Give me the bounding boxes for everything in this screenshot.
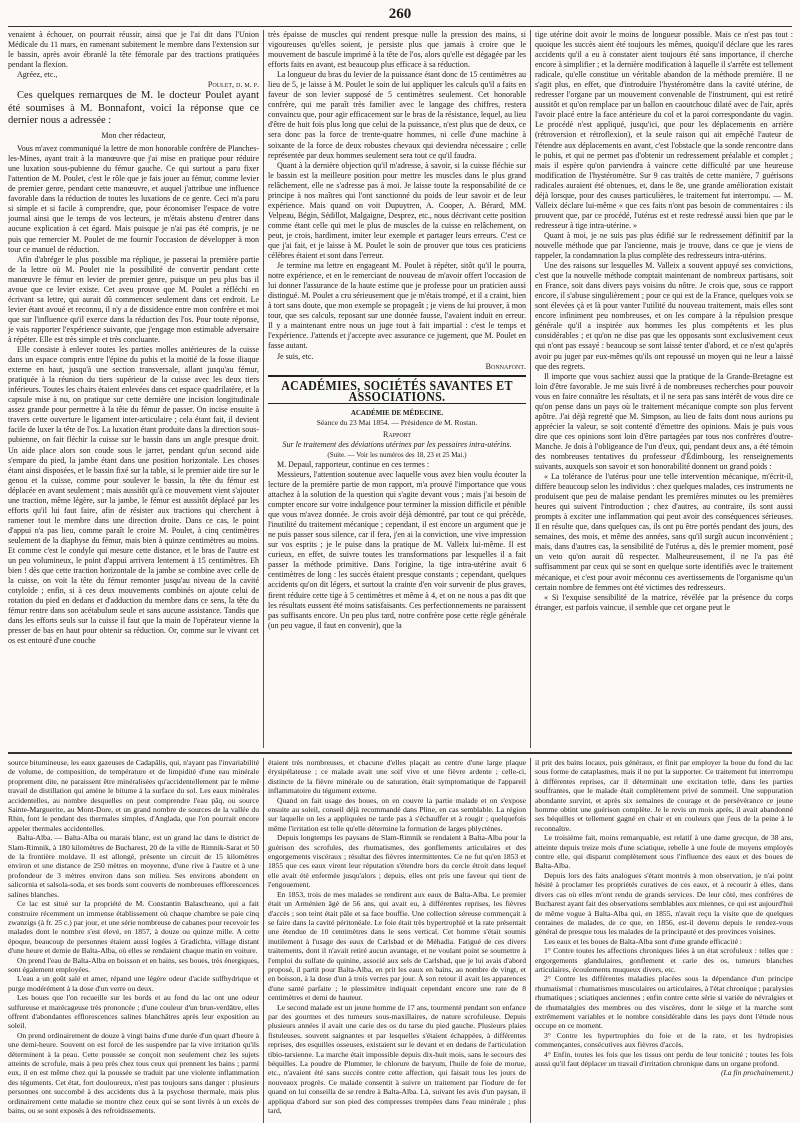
seance-line: Séance du 23 Mai 1854. — Présidence de M. Rostan. <box>316 417 478 427</box>
signature: Bonnafont. <box>485 361 526 371</box>
paragraph: Le troisième fait, moins remarquable, est relatif à une dame grecque, de 38 ans, atteinte depuis treize mois d'une sciatique, rebelle à une foule de moyens employés contre elle, qui disparut complètement sous l'influence des eaux et des boues de Balta-Alba. <box>535 833 793 871</box>
quote-paragraph: « Si l'exquise sensibilité de la matrice, révélée par la présence du corps étranger, est parfois vaincue, il semble que cet organe peut le <box>535 592 793 612</box>
column-divider <box>263 758 264 1123</box>
paragraph: En 1853, trois de mes malades se rendirent aux eaux de Balta-Alba. Le premier était un Arménien âgé de 56 ans, qui avait eu, à différentes reprises, les fièvres d'accès ; son teint était pâle et sa face bouffie. Une collection séreuse commençait à se faire dans la cavité péritonéale. Le foie était très hypertrophié et la rate présentait une étendue de 10 centimètres dans le sens vertical. Cet homme s'était soumis inutilement à l'usage des eaux de Carlsbad et de Méhadia. Fatigué de ces divers traitements, dont il n'avait retiré aucun avantage, et ne voulant point se soumettre à l'emploi du sulfate de quinine, associé aux sels de Carlsbad, que je lui avais d'abord proposé, il partit pour Balta-Alba, en prit les eaux en bains, au nombre de vingt, et en boisson, à la dose d'un à trois verres par jour. À son retour il avait les apparences d'une santé parfaite ; le plessimètre indiquait cependant encore une rate de 8 centimètres et demi de hauteur. <box>268 889 526 1003</box>
paragraph: Afin d'abréger le plus possible ma réplique, je passerai la première partie de la lettre où M. Poulet nie la possibilité de convertir pendant cette manœuvre le fémur en levier de premier genre, puisque un peu plus bas il avoue que ce levier existe. Cet aveu prouve que M. Poulet a réfléchi en écrivant sa lettre, qui aurait dû commencer seulement dans cet endroit. Le levier étant avoué et reconnu, il n'y a de dissidence entre mon confrère et moi que sur l'influence qu'il exerce dans la réduction des l'os. Pour toute réponse, je vais rapporter l'expérience suivante, que j'engage mon estimable adversaire à répéter. Elle est très simple et très concluante. <box>8 254 259 344</box>
paragraph: Quant à moi, je ne suis pas plus édifié sur le redressement définitif par la nouvelle méthode que par l'ancienne, mais je trouve, dans ce que je viens de rappeler, la condamnation la plus complète des redresseurs intra-utérins. <box>535 230 793 261</box>
paragraph: Vous m'avez communiqué la lettre de mon honorable confrère de Planches-les-Mines, ayant trait à la manœuvre que j'ai mise en pratique pour réduire une luxation sous-pubienne du fémur gauche. Ce qui surtout a paru fixer l'attention de M. Poulet, c'est le rôle que je fais jouer au fémur, comme levier de premier genre, pendant cette manœuvre, et auquel j'attribue une influence favorable dans la réduction de toutes les luxations de ce genre. Ceci m'a paru si simple et si facile à comprendre, que, pour économiser l'espace de votre journal ainsi que le temps de vos lecteurs, je m'étais abstenu d'entrer dans aucune explication à cet égard. Mais puisque je n'ai pas été compris, je ne puis que remercier M. Poulet de me fournir l'occasion de développer à mon tour ce manuel de réduction. <box>8 144 259 254</box>
paragraph: Une des raisons sur lesquelles M. Valleix a souvent appuyé ses convictions, c'est que la nouvelle méthode comptait maintenant de nombreux partisans, soit en France, soit dans divers pays voisins du nôtre. Je crois que, sous ce rapport encore, il s'abuse singulièrement ; pour ce qui est de la France, quelques voix se sont élevées çà et là pour vanter l'utilité du nouveau traitement, mais elles sont encore infiniment peu nombreuses, et on les compare à la répulsion presque générale qu'il a inspirée aux hommes les plus compétents et les plus considérables ; et qu'on ne dise pas que les opposants sont exclusivement ceux qui n'ont pas essayé : beaucoup se sont laissé tenter d'abord, et ce n'est qu'après avoir pu juger par eux-mêmes qu'ils ont repoussé un moyen qui ne leur a laissé que des regrets. <box>535 261 793 371</box>
quote-paragraph: « La tolérance de l'utérus pour une telle intervention mécanique, m'écrit-il, diffère beaucoup selon les individus : chez quelques malades, ces instruments ne produisent que peu de malaise pendant les premières minutes ou les premières heures qui suivent l'introduction ; chez d'autres, au contraire, ils sont aussi prompts à exciter une inflammation qui peut avoir des conséquences sérieuses. Il en résulte que, dans quelques cas, ils ont pu être portés pendant des jours, des semaines, des mois, et même des années, sans qu'il surgît aucun inconvénient ; mais, dans d'autres cas, la sensibilité de l'utérus a, dès le premier moment, posé un veto qu'on aurait dû respecter. Malheureusement, il ne l'a pas été suffisamment par ceux qui se sont en quelque sorte identifiés avec le traitement mécanique, et c'est pour avoir méconnu ces avertissements de l'organisme qu'un certain nombre de femmes ont été victimes des redresseurs. <box>535 472 793 592</box>
paragraph: venaient à échouer, on pourrait réussir, ainsi que je l'ai dit dans l'Union Médicale du 11 mars, en ramenant subitement le membre dans l'extension sur le bassin, après avoir ébranlé la tête fémorale par des tractions pratiquées pendant la flexion. <box>8 30 259 70</box>
paragraph: Les eaux et les boues de Balta-Alba sont d'une grande efficacité : <box>544 936 742 946</box>
list-item: 2° Contre les différentes maladies placées sous la dépendance d'un principe rhumatismal : rhumatismes musculaires ou articulaires, à l'état chronique ; paralysies rhumatiques ; sciatiques anciennes ; enfin contre cette série si variée de névralgies et de rhumatalgies des membres ou des viscères, dont le siège et la marche sont extrêmement variables et le nombre considérable dans les pays dont l'étude nous occupe en ce moment. <box>535 974 793 1031</box>
paragraph: La longueur du bras du levier de la puissance étant donc de 15 centimètres au lieu de 5, je laisse à M. Poulet le soin de lui appliquer les calculs qu'il a faits en faveur de son levier supposé de 5 centimètres seulement. Cet honorable confrère, qui me paraît très familier avec le langage des chiffres, restera convaincu que, pour agir efficacement sur le bras de la résistance, lequel, au lieu d'être de huit fois plus long que celui de la puissance, n'est plus que de deux, ce sera donc pas la force de trente-quatre hommes, ni celle d'une machine à soixante de la force de deux robustes chevaux qui deviendra nécessaire ; celle représentée par deux hommes seulement sera tout ce qu'il faudra. <box>268 70 526 160</box>
intro-paragraph: Ces quelques remarques de M. le docteur Poulet ayant été soumises à M. Bonnafont, voici la réponse que ce dernier nous a adressée : <box>8 90 259 127</box>
paragraph: tige utérine doit avoir le moins de longueur possible. Mais ce n'est pas tout : quoique les succès aient été toujours les mêmes, quoiqu'il déclare que les rares accidents qu'il a eu à constater aient toujours été sans importance, il cherche encore à simplifier ; et la dernière modification à laquelle il s'arrête est tellement radicale, qu'elle constitue un véritable abandon de la méthode première. Il ne s'agit plus, en effet, que d'introduire l'hystéromètre dans la cavité utérine, de redresser l'organe par un mouvement convenable de l'instrument, qui est retiré aussitôt et qu'on remplace par un ballon en caoutchouc dilaté avec de l'air, après l'avoir placé entre la face antérieure du col et la paroi correspondante du vagin. Le procédé n'est appliqué, jusqu'ici, que pour les déplacements en arrière (rétroversion et rétroflexion), et la seule raison qui ait empêché l'auteur de l'étendre aux déplacements en avant, c'est l'obstacle que la sonde rencontre dans le pubis, et qui ne permet pas d'obtenir un redressement préalable et complet ; mais il espère qu'on parviendra à vaincre cette difficulté par une heureuse modification de l'hystéromètre. Sur 9 cas traités de cette manière, 7 guérisons radicales auraient été obtenues, et, dans le 8e, une grande amélioration existait déjà lorsque, pour des causes particulières, le traitement fut interrompu. — M. Valleix déclare lui-même « que ces faits n'ont pas besoin de commentaires : ils prouvent que, par ce procédé, l'utérus est et reste redressé aussi bien que par le redresseur à tige intra-utérine. » <box>535 30 793 230</box>
column-2 <box>268 30 526 748</box>
paragraph: Ce lac est situé sur la propriété de M. Constantin Balascheano, qui a fait construire récemment un immense établissement où chaque chambre se paie cinq zwanzigs (à fr. 25 c.) par jour, et une série nombreuse de cabanes pour recevoir les malades dont le nombre s'est élevé, en 1857, à douze ou quinze mille. A cette époque, beaucoup de personnes étaient aussi logées à Gradichta, village distant d'une heure et demie de Balta-Alba, où elles se rendaient chaque matin en voiture. <box>8 899 259 956</box>
closing: Je suis, etc. <box>277 351 314 361</box>
to-be-continued: (La fin prochainement.) <box>720 1068 793 1078</box>
feuilleton-rule <box>8 752 792 756</box>
paragraph: Quand on fait usage des boues, on en couvre la partie malade et on s'expose ensuite au soleil, conseil déjà recommandé dans Pline, en cas semblable. La région sur laquelle on les a appliquées ne tarde pas à s'échauffer et à rougir ; quelquefois même l'irritation est telle qu'elle détermine la formation de larges phlyctènes. <box>268 795 526 833</box>
paragraph: Il importe que vous sachiez aussi que la pratique de la Grande-Bretagne est loin d'être favorable. Je me suis livré à de nombreuses recherches pour pouvoir vous en faire connaître les résultats, et il ne sera pas sans intérêt de vous dire ce qu'on pense dans un pays où le traitement mécanique compte son plus fervent apôtre. J'ai déjà regretté que M. Simpson, au lieu de faits dont nous aurions pu apprécier la valeur, se soit contenté d'émettre des opinions. Mais je puis vous dire que ces opinions sont loin d'être partagées par tous nos confrères d'outre-Manche. Je dois à l'obligeance de l'un d'eux, qui, pendant deux ans, a été témoin des nombreuses tentatives du professeur d'Édimbourg, les renseignements suivants, auxquels son savoir et son honorabilité donnent un grand poids : <box>535 371 793 472</box>
feuilleton-column-2 <box>268 758 526 1123</box>
paragraph: L'eau a un goût salé et amer, répand une légère odeur d'acide sulfhydrique et purge modérément à la dose d'un verre ou deux. <box>8 974 259 993</box>
section-rule <box>268 375 526 377</box>
column-divider <box>530 758 531 1123</box>
list-item: 1° Contre toutes les affections chroniques liées à un état scrofuleux : telles que : engorgements glandulaires, gonflement et carie des os, tumeurs blanches articulaires, écoulements muqueux divers, etc. <box>535 946 793 974</box>
list-item: 3° Contre les hypertrophies du foie et de la rate, et les hydropisies commençantes, consécutives aux fièvres d'accès. <box>535 1030 793 1050</box>
salutation: Mon cher rédacteur, <box>101 131 166 141</box>
paragraph: Les boues que l'on recueille sur les bords et au fond du lac ont une odeur sulfureuse et marécageuse très prononcée ; d'une couleur d'un brun-verdâtre, elles offrent d'abondantes efflorescences salines blanchâtres après leur exposition au soleil. <box>8 993 259 1031</box>
paragraph: Messieurs, l'attention soutenue avec laquelle vous avez bien voulu écouter la lecture de la première partie de mon rapport, m'a prouvé l'importance que vous attachez à la solution de la question qui s'agite devant vous ; mais j'ai besoin de compter encore sur votre indulgence pour terminer la mission difficile et pénible que vous m'avez donnée. Je crois avoir déjà démontré, par tout ce qui précède, l'inutilité du traitement mécanique ; cependant, il est encore un argument que je ne puis passer sous silence, car il fera, j'en ai la conviction, une vive impression sur vos esprits ; je le puise dans la pratique de M. Valleix lui-même. Il est curieux, en effet, de suivre toutes les transformations par lesquelles il a fait passer la méthode primitive. Dans l'origine, la tige intra-utérine avait 6 centimètres de long : les succès étaient presque constants ; cependant, quelques accidents qu'on dit légers, et surtout la crainte d'en voir survenir de plus graves, firent réduire cette tige à 5 centimètres et même à 4, et on ne nous a pas dit que les résultats eussent été moins satisfaisants. Ces perfectionnements ne paraissent pas suffisants encore. Un peu plus tard, notre confrère pose cette règle générale (un peu vague, il faut en convenir), que la <box>268 469 526 630</box>
column-divider <box>530 30 531 748</box>
closing: Agréez, etc., <box>17 70 58 80</box>
paragraph: Depuis longtemps les paysans de Slam-Rimnik se rendaient à Balta-Alba pour la guérison des scrofules, des rhumatismes, des gonflements articulaires et des engorgements viscéraux ; résultat des fièvres intermittentes. Ce ne fut qu'en 1853 et 1855 que ces eaux virent leur réputation s'étendre hors du cercle étroit dans lequel elle avait été enfermée jusqu'alors ; depuis, elles ont pris une faveur qui tient de l'engouement. <box>268 833 526 890</box>
paragraph: Le second malade est un jeune homme de 17 ans, tourmenté pendant son enfance par des gourmes et des tumeurs sous-maxillaires, de nature scrofuleuse. Depuis plusieurs années il avait une carie des os du tarse du pied gauche. Plusieurs plaies fistuleuses, souvent saignantes et par lesquelles s'étaient échappées, à différentes reprises, des esquilles osseuses, existaient sur le devant et en dedans de l'articulation tibio-tarsienne. La marche était impossible depuis dix-huit mois, sans le secours des béquilles. La poudre de Plummer, le chlorure de baryum, l'huile de foie de morue, etc., n'avaient été sans succès contre cette affection, qui faisait tous les jours de nouveaux progrès. Ce malade consentit à suivre un traitement par l'iodure de fer quand on lui conseilla de se rendre à Balta-Alba. Là, suivant les avis d'un paysan, il appliqua d'abord sur son pied des compresses trempées dans l'eau minérale ; plus tard, <box>268 1002 526 1116</box>
rapport-subtitle: Sur le traitement des déviations utérines par les pessaires intra-utérins. <box>282 439 512 449</box>
feuilleton-column-1 <box>8 758 259 1123</box>
suite-note: (Suite. — Voir les numéros des 18, 23 et 25 Mai.) <box>327 450 467 459</box>
feuilleton-column-3 <box>535 758 793 1123</box>
rapport-heading: Rapport <box>383 429 411 439</box>
paragraph: On prend ordinairement de douze à vingt bains d'une durée d'un quart d'heure à une demi-heure. Souvent on est forcé de les suspendre par la vive irritation qu'ils déterminent à la peau. Cette poussée se conçoit non seulement chez les sujets atteints de scrofule, mais à peu près chez tous ceux qui prennent les bains ; parmi eux, il en est même chez qui la poussée se traduit par une violente inflammation des téguments. Cet état, fort douloureux, n'est pas toujours sans danger : plusieurs personnes ont succombé à des accidents dus à la psychose thermale, mais plus ordinairement cette maladie se montre chez ceux qui se sont livrés à un excès de bains, ou se sont exposés à des refroidissements. <box>8 1030 259 1116</box>
paragraph: Depuis lors des faits analogues s'étant montrés à mon observation, je n'ai point hésité à proclamer les propriétés curatives de ces eaux, et à recourir à elles, dans divers cas où elles m'ont rendu de grands services. De leur côté, mes confrères de Bucharest ayant fait des observations semblables aux miennes, ce qui est aujourd'hui de même vogue à Balta-Alba qui, en 1855, n'avait reçu la visite que de quelques centaines de malades, de ce que, en 1856, est-il devenu depuis le rendez-vous général de presque tous les malades de la principauté et des provinces voisines. <box>535 870 793 937</box>
column-divider <box>263 30 264 748</box>
paragraph: étaient très nombreuses, et chacune d'elles plaçait au centre d'une large plaque érysipélateuse ; ce malade avait une soif vive et une fièvre ardente ; celle-ci, distincte de la fièvre minérale ou de saturation, était symptomatique de l'appareil inflammatoire du tégument externe. <box>268 758 526 796</box>
top-rule <box>8 26 792 27</box>
column-1 <box>8 30 259 748</box>
paragraph: très épaisse de muscles qui rendent presque nulle la pression des mains, si vigoureuses qu'elles soient, je persiste plus que jamais à croire que le mouvement de bascule imprimé à la tête de l'os, alors qu'elle est dégagée par les efforts faits en avant, est beaucoup plus efficace à sa réduction. <box>268 30 526 70</box>
paragraph: Elle consiste à enlever toutes les parties molles antérieures de la cuisse dans un espace compris entre l'épine du pubis et la moitié de la fosse iliaque externe en haut, jusqu'à une section transversale, allant jusqu'au fémur, pratiquée à la réunion du tiers supérieur de la cuisse avec les deux tiers inférieurs. Toutes les chairs étaient enlevées dans cet espace quadrilatère, et la capsule mise à nu, on pratique sur cette dernière une incision longitudinale assez grande pour permettre à la tête du fémur de passer. On incise ensuite à travers cette ouverture le ligament inter-articulaire ; cela étant fait, il devient facile de luxer la tête de l'os. La luxation étant produite dans la direction sous-pubienne, on fait fléchir la cuisse sur le bassin dans un angle presque droit. Un aide place alors son coude sous le jarret, pendant qu'un second aide s'empare du pied, la jambe étant dans une position horizontale. Les choses étant ainsi disposées, et le bassin fixé sur la table, si le premier aide tire sur le genou et la cuisse, comme pour soulever le bassin, la tête du fémur est déplacée en avant seulement ; mais aussitôt qu'à ce mouvement vient s'ajouter une traction, même légère, sur la jambe, le fémur est aussitôt déplacé par les efforts qu'il lui faut faire, afin de résister aux tractions qui cherchent à ramener tout le membre dans une direction droite. Dans ce cas, le point d'appui n'a pas lieu, comme paraît le croire M. Poulet, à cinq centimètres seulement de la diaphyse du fémur, mais bien à quinze centimètres au moins. Et comme c'est le condyle qui mesure cette distance, et le bras de l'autre est un peu volumineux, le point d'appui arrivera lentement à 15 centimètres. Eh bien ! dès que cette traction horizontale de la jambe se combine avec celle de la cuisse, on voit la tête du fémur remonter jusqu'au niveau de la cavité cotyloïde ; enfin, si à ces deux mouvements combinés on ajoute celui de rotation du pied en dedans et d'adduction du membre dans ce sens, la tête du fémur rentre dans son acétabulum seule et sans aucune assistance. Tandis que dans les efforts seuls sur la cuisse il faut que la main de l'opérateur vienne la presser de bas en haut pour obtenir sa réduction. Or, comme sur le vivant cet os est entouré d'une couche <box>8 345 259 646</box>
paragraph: source bitumineuse, les eaux gazeuses de Cadapâlis, qui, n'ayant pas l'invariabilité de volume, de composition, de température et de limpidité d'une eau minérale proprement dite, ne paraissent être minéralisées qu'accidentellement par le même travail de distillation qui amène le bitume à la surface du sol. Les eaux minérales accidentelles, au nombre desquelles on peut comprendre l'eau pâq, ou source Sainte-Marguerite, au Mont-Dore, et un grand nombre de sources de la vallée du Rhin, font le pendant des thermales simples, d'Anglada, que l'on pourrait encore appeler thermales accidentelles. <box>8 758 259 833</box>
paragraph: On prend l'eau de Balta-Alba en boisson et en bains, ses boues, très énergiques, sont également employées. <box>8 955 259 974</box>
paragraph: il prit des bains locaux, puis généraux, et finit par employer la boue du fond du lac sous forme de cataplasmes, mais il ne put la supporter. Ce traitement fut interrompu à différentes reprises, car il déterminait une excitation telle, dans les parties souffrantes, que le malade était complètement privé de sommeil. Une suppuration abondante survint, et après six semaines de courage et de persévérance ce jeune homme obtint une guérison complète. Je le revis un mois après, il avait abandonné ses béquilles et tellement gagné en chair et en couleurs que j'eus de la peine à le reconnaître. <box>535 758 793 833</box>
page-number: 260 <box>388 6 412 22</box>
paragraph: Balta-Alba. — Balta-Alba ou marais blanc, est un grand lac dans le district de Slam-Rimnik, à 180 kilomètres de Bucharest, 20 de la ville de Rimnik-Sarat et 50 de la frontière moldave. Il est allongé, présente un circuit de 15 kilomètres environ et une distance de 250 mètres en moyenne, d'une rive à l'autre et à une profondeur de 3 mètres environ dans son milieu. Ses environs abondent en salicornia et salsola-soda, et ses bords sont couverts de nombreuses efflorescences salines blanches. <box>8 833 259 899</box>
paragraph: M. Depaul, rapporteur, continue en ces termes : <box>277 459 430 469</box>
section-title: ACADÉMIES, SOCIÉTÉS SAVANTES ET ASSOCIATIONS. <box>281 377 513 404</box>
signature: Poulet, d. m. p. <box>207 80 259 90</box>
paragraph: Je termine ma lettre en engageant M. Poulet à répéter, sitôt qu'il le pourra, notre expérience, et en le remerciant de nouveau de m'avoir offert l'occasion de lui donner l'assurance de la haute estime que je professe pour un praticien aussi distingué. M. Poulet a cru sérieusement que je m'étais trompé, et il a craint, bien à tort sans doute, que mon exemple se propageât ; je viens de lui prouver, à mon tour, que ses calculs, reposant sur une donnée fausse, l'avaient induit en erreur. Il y a maintenant entre nous un juge tout à fait impartial : c'est le temps et l'expérience. J'attends et j'accepte avec assurance ce jugement, que M. Poulet en fasse autant. <box>268 261 526 351</box>
academy-heading: ACADÉMIE DE MÉDECINE. <box>350 408 444 417</box>
list-item: 4° Enfin, toutes les fois que les tissus ont perdu de leur tonicité ; toutes les fois aussi qu'il faut déplacer un travail d'irritation chronique dans un organe profond. <box>535 1049 793 1068</box>
column-3 <box>535 30 793 748</box>
paragraph: Quant à la dernière objection qu'il m'adresse, à savoir, si la cuisse fléchie sur le bassin est la meilleure position pour mettre les muscles dans le plus grand relâchement, elle ne s'adresse pas à moi. Je laisse toute la responsabilité de ce principe à nos maîtres qui l'ont sanctionné du poids de leur savoir et de leur expérience. Mais quand on voit Dupuytren, A. Cooper, A. Bérard, MM. Velpeau, Bégin, Sédillot, Malgaigne, Desprez, etc., nous décrivant cette position comme étant celle qui met le plus de muscles de la cuisse en relâchement, on peut, je crois, hardiment, imiter leur exemple et partager leurs erreurs. C'est ce que j'ai fait, et je laisse à M. Poulet le soin de prouver que tous ces praticiens célèbres étaient et sont dans l'erreur. <box>268 160 526 261</box>
